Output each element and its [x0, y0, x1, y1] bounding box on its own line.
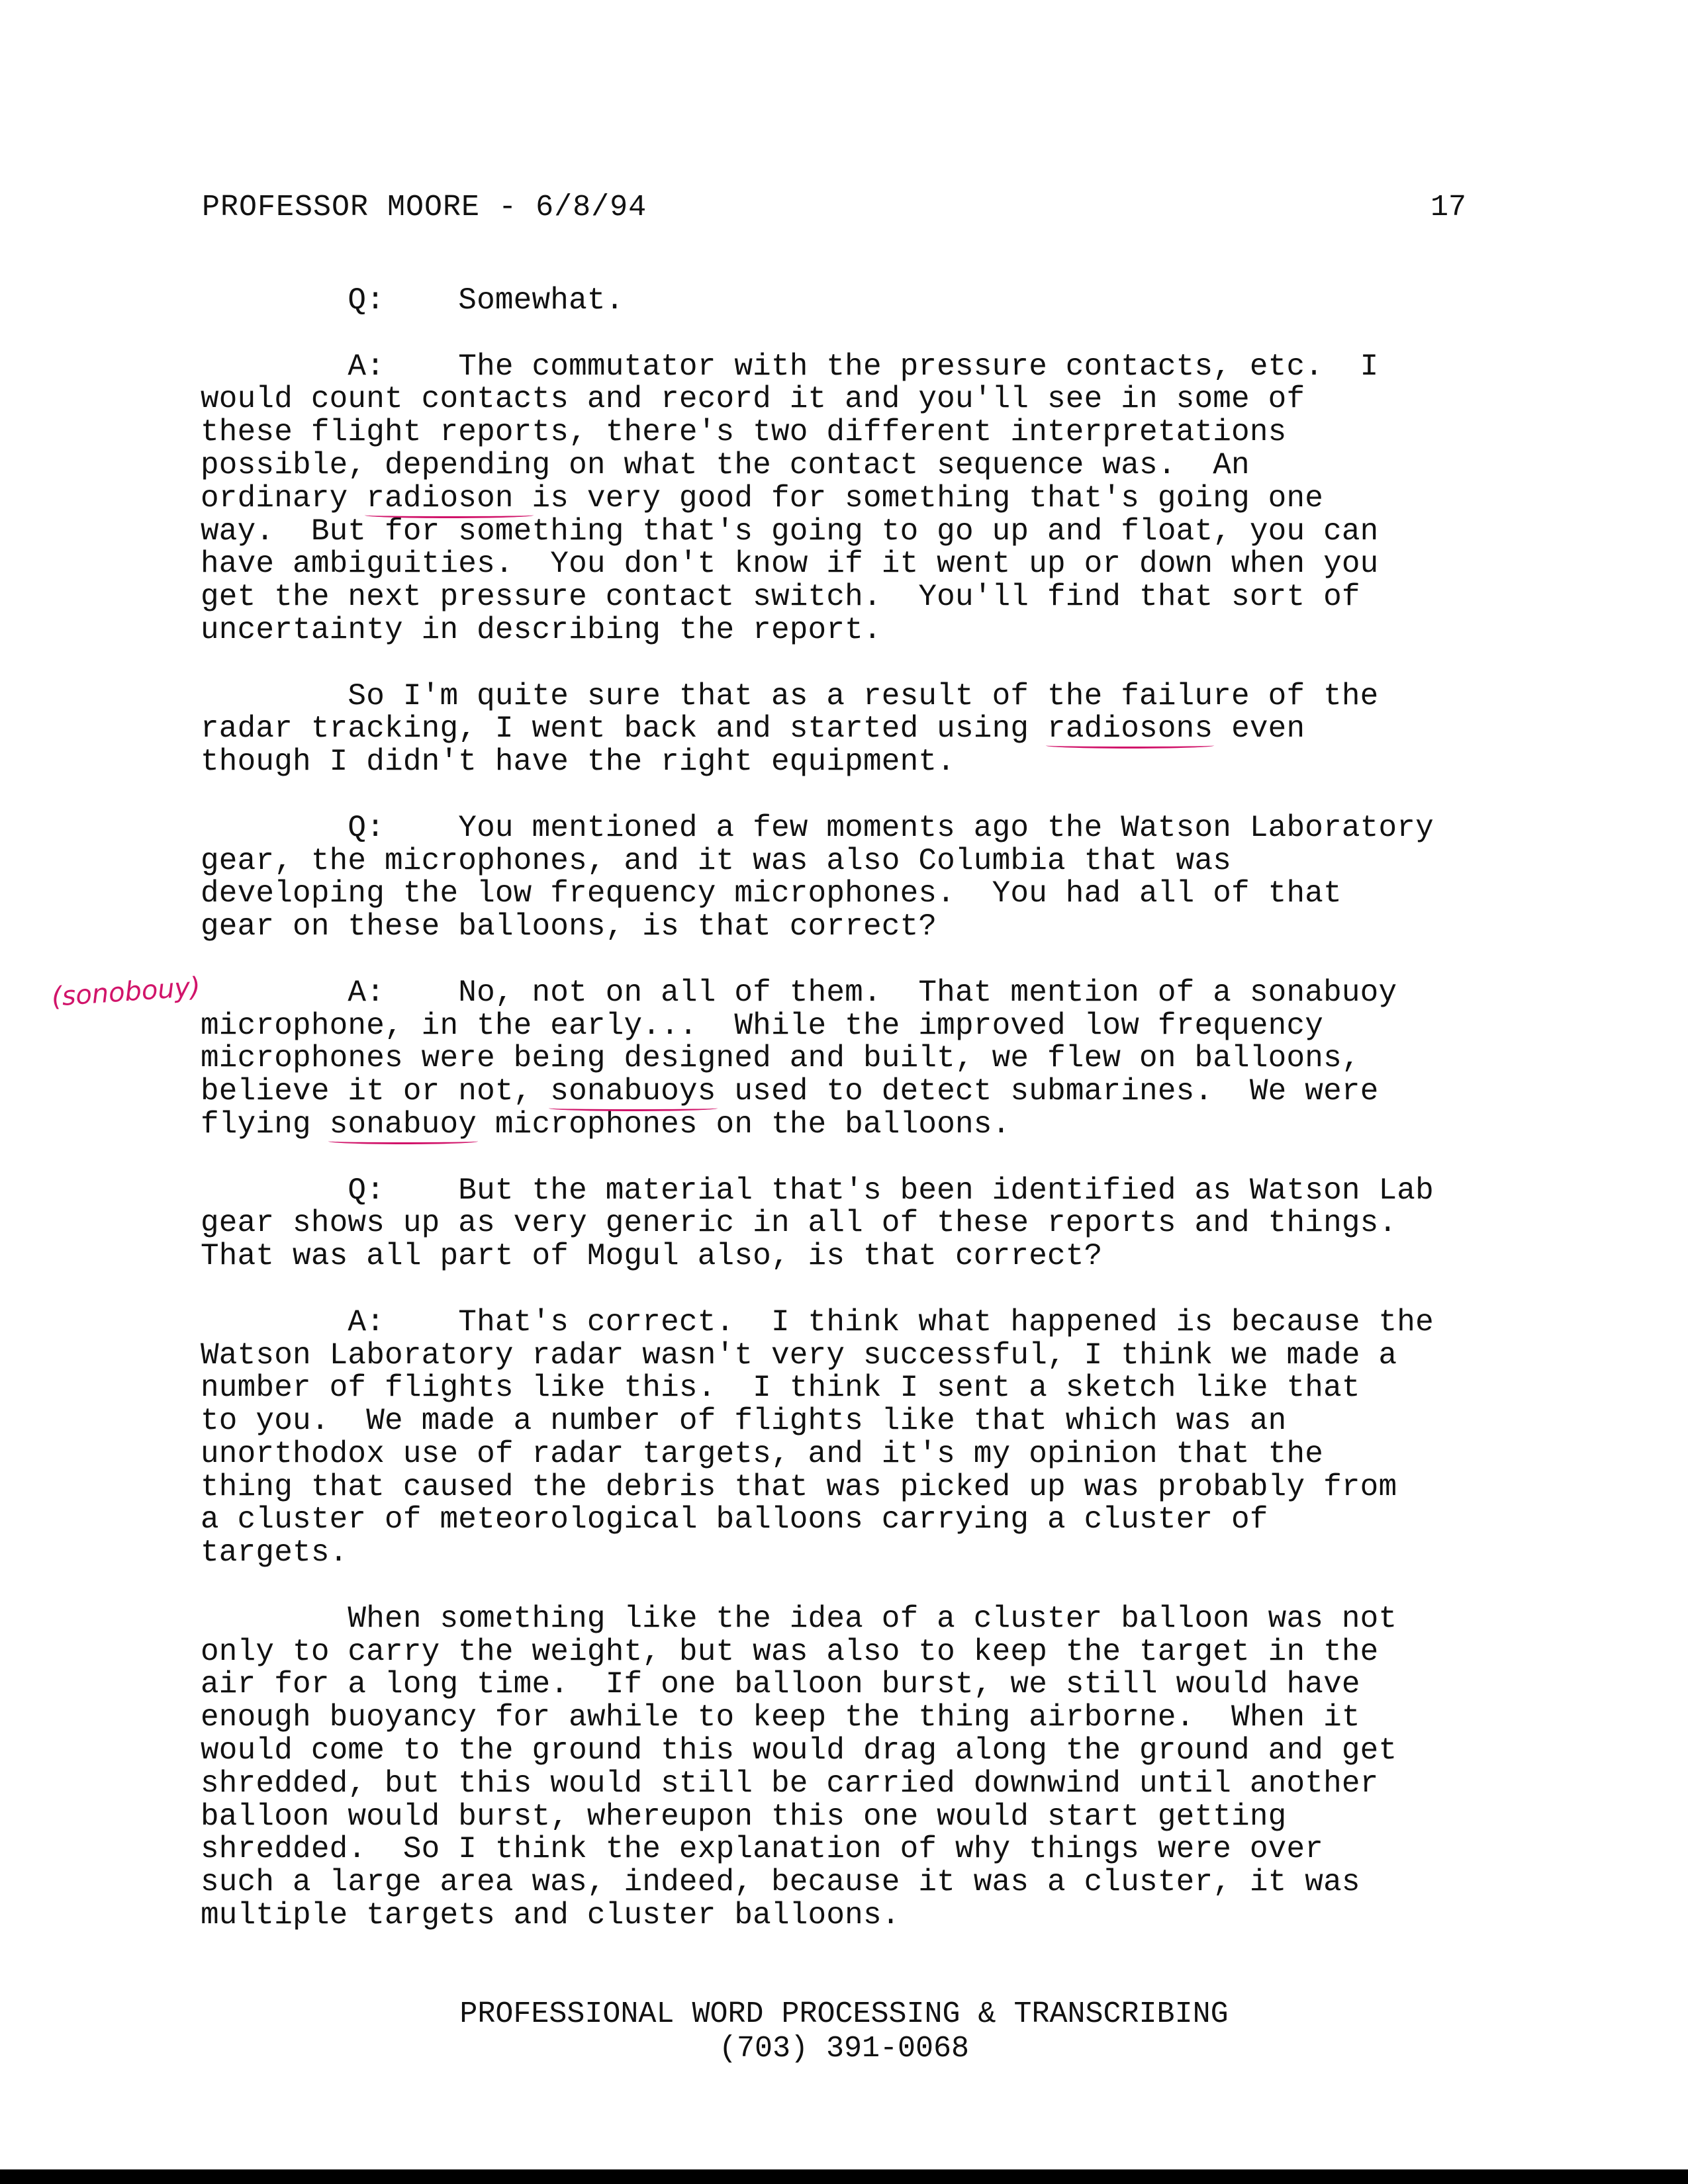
text-line: A: No, not on all of them. That mention of a sonabuoy: [201, 975, 1397, 1010]
text-line: thing that caused the debris that was picked up was probably from: [201, 1469, 1397, 1504]
text-line: flying sonabuoy microphones on the balloons.: [201, 1107, 1011, 1142]
text-line: ordinary radioson is very good for something that's going one: [201, 480, 1324, 516]
text-line: A: The commutator with the pressure contacts, etc. I: [201, 349, 1379, 384]
text-line: Q: But the material that's been identified as Watson Lab: [201, 1173, 1434, 1208]
text-line: way. But for something that's going to go up and float, you can: [201, 514, 1379, 549]
text-line: unorthodox use of radar targets, and it's my opinion that the: [201, 1436, 1324, 1471]
underlined-word: radiosons: [1047, 711, 1213, 747]
text-line: When something like the idea of a cluster balloon was not: [201, 1601, 1397, 1636]
paragraph-a1b: [201, 680, 1524, 779]
text-line: shredded, but this would still be carried downwind until another: [201, 1766, 1379, 1801]
text-line: would count contacts and record it and you'll see in some of: [201, 382, 1305, 417]
text-line: balloon would burst, whereupon this one would start getting: [201, 1799, 1287, 1834]
text-line: possible, depending on what the contact sequence was. An: [201, 447, 1250, 482]
text-line: radar tracking, I went back and started using radiosons even: [201, 711, 1305, 747]
text-line: developing the low frequency microphones. You had all of that: [201, 876, 1342, 911]
text-line: such a large area was, indeed, because it was a cluster, it was: [201, 1865, 1360, 1900]
page-footer: [0, 1997, 1688, 2066]
paragraph-a2: [201, 977, 1524, 1142]
text-line: Q: Somewhat.: [201, 283, 624, 318]
handwritten-margin-note: (sonobouy): [50, 972, 202, 1013]
text-line: microphone, in the early... While the improved low frequency: [201, 1008, 1324, 1043]
text-line: uncertainty in describing the report.: [201, 612, 882, 647]
text-line: shredded. So I think the explanation of why things were over: [201, 1832, 1324, 1867]
paragraph-q1: [201, 285, 1524, 318]
text-line: gear on these balloons, is that correct?: [201, 909, 937, 944]
text-line: number of flights like this. I think I sent a sketch like that: [201, 1371, 1360, 1406]
paragraph-a1: [201, 351, 1524, 647]
text-line: have ambiguities. You don't know if it went up or down when you: [201, 547, 1379, 582]
text-line: these flight reports, there's two different interpretations: [201, 415, 1287, 450]
page-header: [202, 191, 1493, 228]
text-line: Watson Laboratory radar wasn't very successful, I think we made a: [201, 1338, 1397, 1373]
text-line: A: That's correct. I think what happened is because the: [201, 1304, 1434, 1340]
transcript-body: [201, 285, 1524, 1966]
text-line: would come to the ground this would drag along the ground and get: [201, 1733, 1397, 1768]
underlined-word: sonabuoys: [550, 1074, 716, 1109]
text-line: enough buoyancy for awhile to keep the thing airborne. When it: [201, 1700, 1360, 1735]
text-line: a cluster of meteorological balloons carrying a cluster of: [201, 1502, 1268, 1537]
text-line: gear shows up as very generic in all of these reports and things.: [201, 1206, 1397, 1241]
text-line: to you. We made a number of flights like that which was an: [201, 1404, 1287, 1439]
footer-company: PROFESSIONAL WORD PROCESSING & TRANSCRIBING: [459, 1997, 1229, 2031]
text-line: believe it or not, sonabuoys used to detect submarines. We were: [201, 1074, 1379, 1109]
paragraph-q2: [201, 812, 1524, 944]
text-line: So I'm quite sure that as a result of the failure of the: [201, 678, 1379, 713]
text-line: That was all part of Mogul also, is that correct?: [201, 1239, 1103, 1274]
footer-phone: (703) 391-0068: [718, 2032, 970, 2066]
document-title: PROFESSOR MOORE - 6/8/94: [202, 191, 647, 224]
text-line: only to carry the weight, but was also to keep the target in the: [201, 1634, 1379, 1669]
text-line: though I didn't have the right equipment.: [201, 745, 955, 780]
text-line: Q: You mentioned a few moments ago the Watson Laboratory: [201, 810, 1434, 845]
text-line: gear, the microphones, and it was also Columbia that was: [201, 843, 1232, 878]
text-line: targets.: [201, 1535, 348, 1570]
scan-bottom-edge: [0, 2169, 1688, 2184]
underlined-word: sonabuoy: [329, 1107, 477, 1142]
paragraph-a3b: [201, 1603, 1524, 1933]
text-line: multiple targets and cluster balloons.: [201, 1898, 900, 1933]
underlined-word: radioson: [366, 480, 532, 516]
text-line: microphones were being designed and built, we flew on balloons,: [201, 1041, 1360, 1076]
paragraph-q3: [201, 1175, 1524, 1273]
page-number: 17: [1430, 191, 1466, 224]
text-line: air for a long time. If one balloon burst, we still would have: [201, 1667, 1360, 1702]
text-line: get the next pressure contact switch. You'll find that sort of: [201, 580, 1360, 615]
paragraph-a3: [201, 1306, 1524, 1570]
